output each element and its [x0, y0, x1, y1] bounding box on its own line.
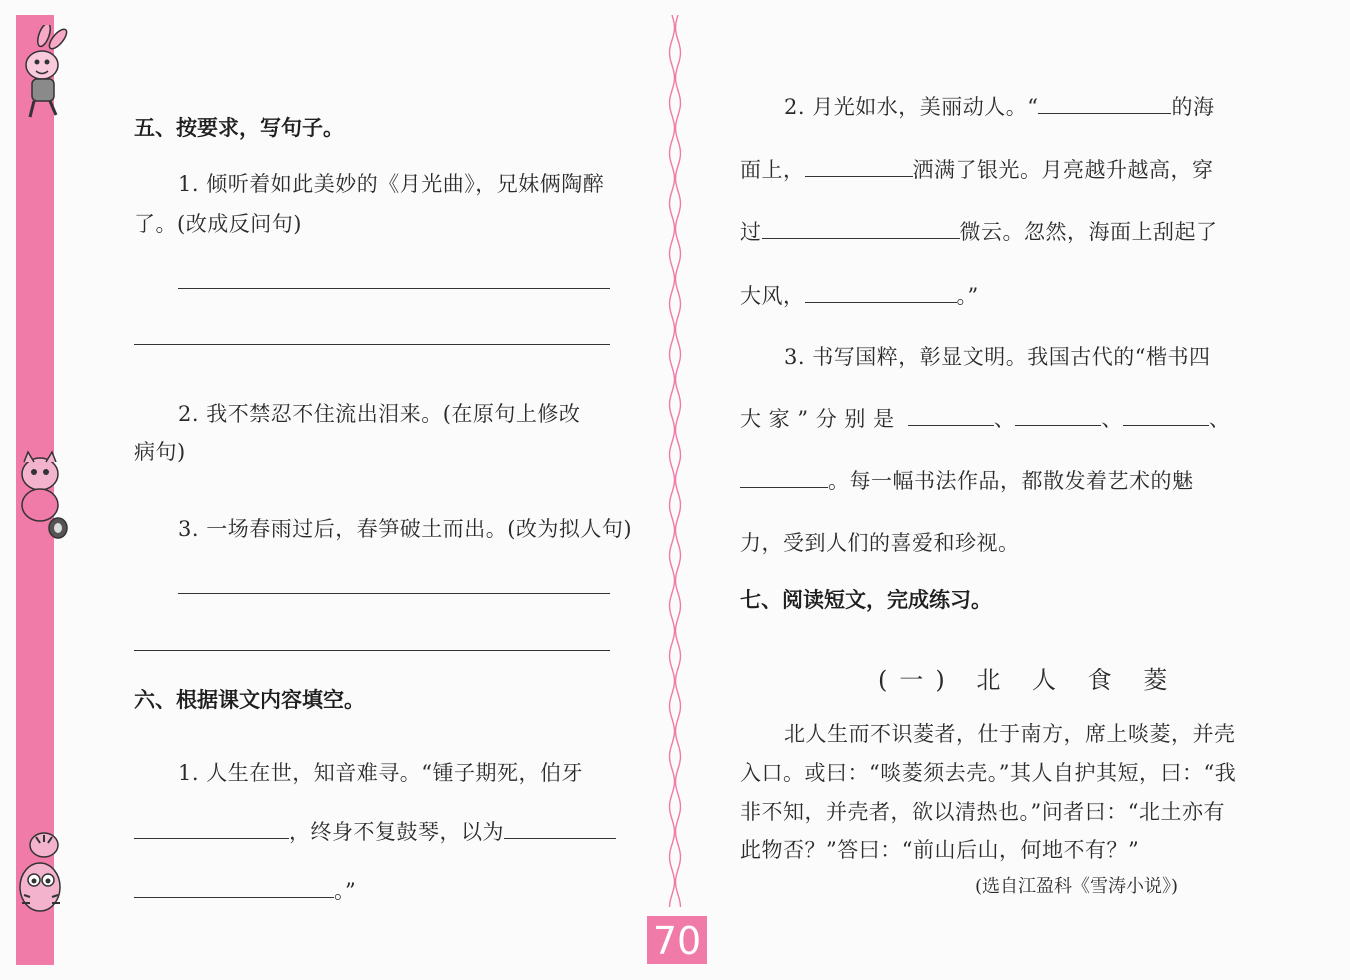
text: 的海: [1171, 95, 1215, 119]
section6-q3-line1: 3. 书写国粹，彰显文明。我国古代的“楷书四: [784, 345, 1211, 369]
section7-heading: 七、阅读短文，完成练习。: [740, 588, 992, 612]
text: 过: [740, 220, 762, 244]
section6-q3-line3: [740, 465, 1194, 495]
section6-q2-line1: [784, 91, 1214, 121]
section6-q2-line4: [740, 280, 979, 310]
section5-heading: 五、按要求，写句子。: [134, 116, 344, 140]
separator: 、: [993, 407, 1016, 431]
answer-line[interactable]: [134, 344, 610, 345]
fill-blank[interactable]: [134, 879, 334, 898]
text: 大 家 ” 分 别 是: [740, 407, 895, 431]
bunny-mascot-icon: [10, 25, 72, 120]
center-wavy-divider: [668, 15, 682, 910]
section6-q3-line4: 力，受到人们的喜爱和珍视。: [740, 531, 1020, 555]
text: 洒满了银光。月亮越升越高，穿: [912, 158, 1214, 182]
section6-heading: 六、根据课文内容填空。: [134, 688, 365, 712]
text: 微云。忽然，海面上刮起了: [959, 220, 1218, 244]
passage-line-2: 入口。或曰：“啖菱须去壳。”其人自护其短，曰：“我: [740, 761, 1237, 785]
section6-q1-end: 。”: [334, 879, 357, 903]
passage-line-1: 北人生而不识菱者，仕于南方，席上啖菱，并壳: [784, 722, 1236, 746]
text: 大风，: [740, 284, 805, 308]
section6-q1-line1: 1. 人生在世，知音难寻。“锺子期死，伯牙: [178, 761, 583, 785]
fill-blank[interactable]: [908, 407, 994, 426]
passage-title: (一) 北 人 食 菱: [878, 666, 1180, 694]
section5-q1-line2: 了。(改成反问句): [134, 212, 302, 236]
fill-blank[interactable]: [504, 820, 616, 839]
answer-line[interactable]: [178, 288, 610, 289]
answer-line[interactable]: [134, 650, 610, 651]
section6-q1-line2: [134, 816, 616, 846]
section6-q2-line3: [740, 216, 1218, 246]
text: 2. 月光如水，美丽动人。“: [784, 95, 1039, 119]
text: 面上，: [740, 158, 805, 182]
passage-source: (选自江盈科《雪涛小说》): [975, 876, 1179, 897]
section5-q1-line1: 1. 倾听着如此美妙的《月光曲》，兄妹俩陶醉: [178, 172, 605, 196]
separator: 、: [1101, 407, 1123, 431]
fill-blank[interactable]: [805, 284, 957, 303]
fill-blank[interactable]: [1123, 407, 1209, 426]
section6-q1-mid: ，终身不复鼓琴，以为: [289, 820, 504, 844]
section5-q3: 3. 一场春雨过后，春笋破土而出。(改为拟人句): [178, 517, 633, 541]
section5-q2-line1: 2. 我不禁忍不住流出泪来。(在原句上修改: [178, 402, 581, 426]
separator: 、: [1208, 407, 1231, 431]
fill-blank[interactable]: [740, 469, 828, 488]
page-number: 70: [647, 916, 707, 964]
fill-blank[interactable]: [1038, 95, 1171, 114]
fill-blank[interactable]: [805, 158, 913, 177]
fill-blank[interactable]: [1015, 407, 1101, 426]
answer-line[interactable]: [178, 593, 610, 594]
section6-q2-line2: [740, 154, 1214, 184]
section6-q1-line3: [134, 875, 356, 905]
text: 。每一幅书法作品，都散发着艺术的魅: [828, 469, 1194, 493]
text: 。”: [956, 284, 979, 308]
tiger-mascot-icon: [10, 825, 72, 920]
section5-q2-line2: 病句): [134, 440, 186, 464]
section6-q3-line2: [740, 403, 1230, 433]
raccoon-mascot-icon: [10, 450, 72, 545]
fill-blank[interactable]: [762, 220, 960, 239]
fill-blank[interactable]: [134, 820, 289, 839]
passage-line-4: 此物否？”答曰：“前山后山，何地不有？”: [740, 838, 1140, 862]
passage-line-3: 非不知，并壳者，欲以清热也。”问者曰：“北土亦有: [740, 800, 1225, 824]
